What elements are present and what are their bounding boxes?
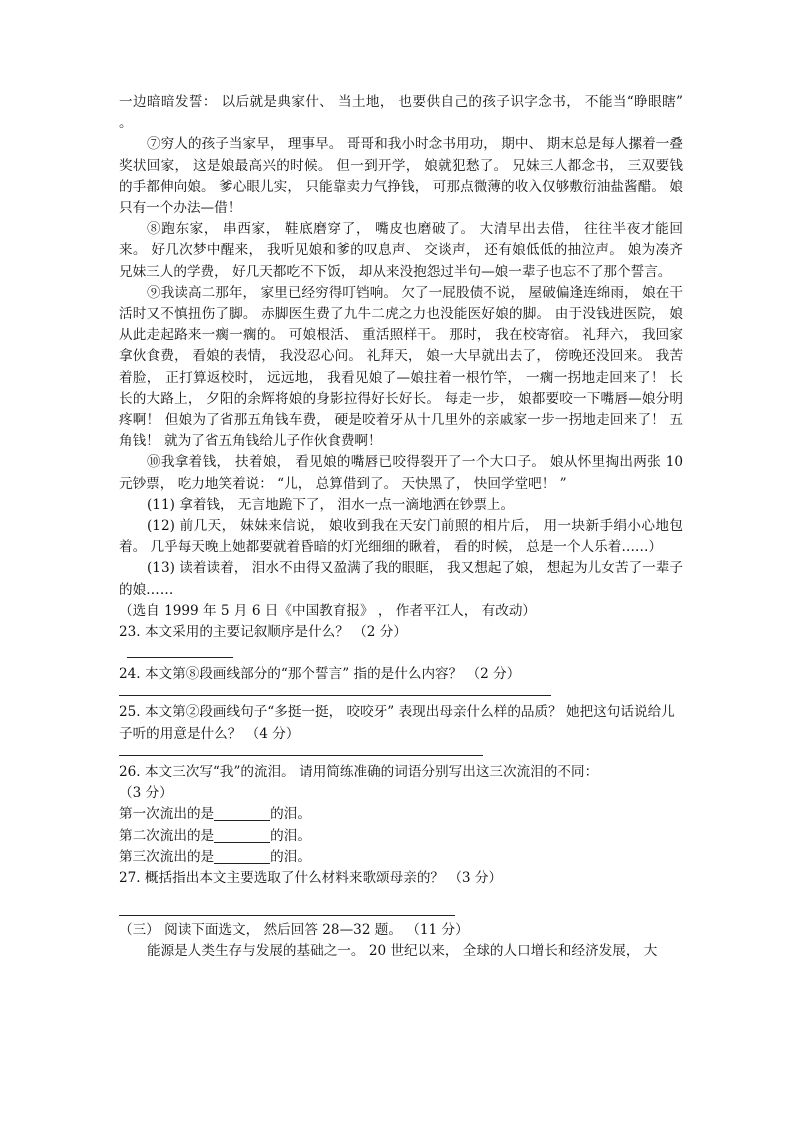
first-tear-blank[interactable] bbox=[214, 806, 270, 821]
answer-line-23[interactable] bbox=[127, 657, 233, 658]
story-paragraph-7: ⑦穷人的孩子当家早， 理事早。 哥哥和我小时念书用功， 期中、 期末总是每人摞着一叠奖状回家， 这是娘最高兴的时候。 但一到开学， 娘就犯愁了。 兄妹三人都念书， 三双要钱的手都伸向娘。 爹心眼儿实， 只能靠卖力气挣钱， 可那点微薄的收入仅够敷衍油盐酱醋。 娘只有一个办法—借！ bbox=[119, 136, 684, 217]
story-paragraph-11: (11) 拿着钱， 无言地跪下了， 泪水一点一滴地洒在钞票上。 bbox=[147, 496, 515, 513]
story-paragraph-9: ⑨我读高二那年， 家里已经穷得叮铛响。 欠了一屁股债不说， 屋破偏逢连绵雨， 娘在干活时又不慎扭伤了脚。 赤脚医生费了九牛二虎之力也没能医好娘的脚。 由于没钱进医院， 娘从此走起路来一瘸一瘸的。 可娘根活、 重活照样干。 那时， 我在校寄宿。 礼拜六， 我回家拿伙食费， 看娘的表情， 我没忍心问。 礼拜天， 娘一大早就出去了， 傍晚还没回来。 我苦着脸， 正打算返校时， 远远地， 我看见娘了—娘拄着一根竹竿， 一瘸一拐地走回来了！ 长长的大路上， 夕阳的余辉将娘的身影拉得好长好长。 每走一步， 娘都要咬一下嘴唇—娘分明疼啊！ 但娘为了省那五角钱车费， 硬是咬着牙从十几里外的亲戚家一步一拐地走回来了！ 五角钱！ 就为了省五角钱给儿子作伙食费啊！ bbox=[119, 284, 683, 450]
question-24: 24. 本文第⑧段画线部分的“那个誓言” 指的是什么内容？ （2 分） bbox=[119, 666, 521, 683]
question-26-third bbox=[119, 847, 683, 868]
story-paragraph-8: ⑧跑东家， 串西家， 鞋底磨穿了， 嘴皮也磨破了。 大清早出去借， 往往半夜才能回来。 好几次梦中醒来， 我听见娘和爹的叹息声、 交谈声， 还有娘低低的抽泣声。 娘为凑齐兄妹三人的学费， 好几天都吃不下饭， 却从来没抱怨过半句—娘一辈子也忘不了那个誓言。 bbox=[119, 221, 683, 280]
question-26-second bbox=[119, 826, 683, 847]
question-25: 25. 本文第②段画线句子“多挺一挺， 咬咬牙” 表现出母亲什么样的品质？ 她把这句话说给儿子听的用意是什么？ （4 分） bbox=[119, 704, 675, 742]
question-26-score: （3 分） bbox=[119, 785, 173, 802]
story-paragraph-continued: 一边暗暗发誓： 以后就是典家什、 当土地， 也要供自己的孩子识字念书， 不能当“睁眼瞎” 。 bbox=[119, 94, 683, 132]
second-tear-suffix: 的泪。 bbox=[270, 827, 311, 844]
answer-line-27[interactable] bbox=[119, 915, 455, 916]
story-paragraph-10: ⑩我拿着钱， 扶着娘， 看见娘的嘴唇已咬得裂开了一个大口子。 娘从怀里掏出两张 10 元钞票， 吃力地笑着说： “儿， 总算借到了。 天快黑了， 快回学堂吧！ ” bbox=[119, 454, 683, 492]
section-3-heading: （三） 阅读下面选文， 然后回答 28—32 题。 （11 分） bbox=[119, 922, 469, 939]
question-27: 27. 概括指出本文主要选取了什么材料来歌颂母亲的？ （3 分） bbox=[119, 869, 503, 886]
third-tear-label: 第三次流出的是 bbox=[119, 848, 215, 865]
question-23: 23. 本文采用的主要记叙顺序是什么？ （2 分） bbox=[119, 624, 407, 641]
first-tear-label: 第一次流出的是 bbox=[119, 806, 215, 823]
second-tear-blank[interactable] bbox=[214, 828, 270, 843]
story-paragraph-12: (12) 前几天， 妹妹来信说， 娘收到我在天安门前照的相片后， 用一块新手绢小心地包着。 几乎每天晚上她都要就着昏暗的灯光细细的瞅着， 看的时候， 总是一个人乐着……） bbox=[119, 518, 683, 556]
question-26: 26. 本文三次写“我”的流泪。 请用简练准确的词语分别写出这三次流泪的不同： bbox=[119, 763, 599, 780]
section-3-paragraph-1: 能源是人类生存与发展的基础之一。 20 世纪以来， 全球的人口增长和经济发展， 大 bbox=[147, 943, 658, 960]
question-26-first bbox=[119, 804, 683, 825]
answer-line-24[interactable] bbox=[119, 695, 551, 696]
first-tear-suffix: 的泪。 bbox=[270, 806, 311, 823]
document-content bbox=[119, 92, 683, 963]
second-tear-label: 第二次流出的是 bbox=[119, 827, 215, 844]
third-tear-suffix: 的泪。 bbox=[270, 848, 311, 865]
story-source: （选自 1999 年 5 月 6 日《中国教育报》 ， 作者平江人， 有改动） bbox=[119, 602, 537, 619]
story-paragraph-13: (13) 读着读着， 泪水不由得又盈满了我的眼眶， 我又想起了娘， 想起为儿女苦了一辈子的娘…… bbox=[119, 560, 683, 598]
answer-line-25[interactable] bbox=[119, 755, 483, 756]
third-tear-blank[interactable] bbox=[214, 849, 270, 864]
